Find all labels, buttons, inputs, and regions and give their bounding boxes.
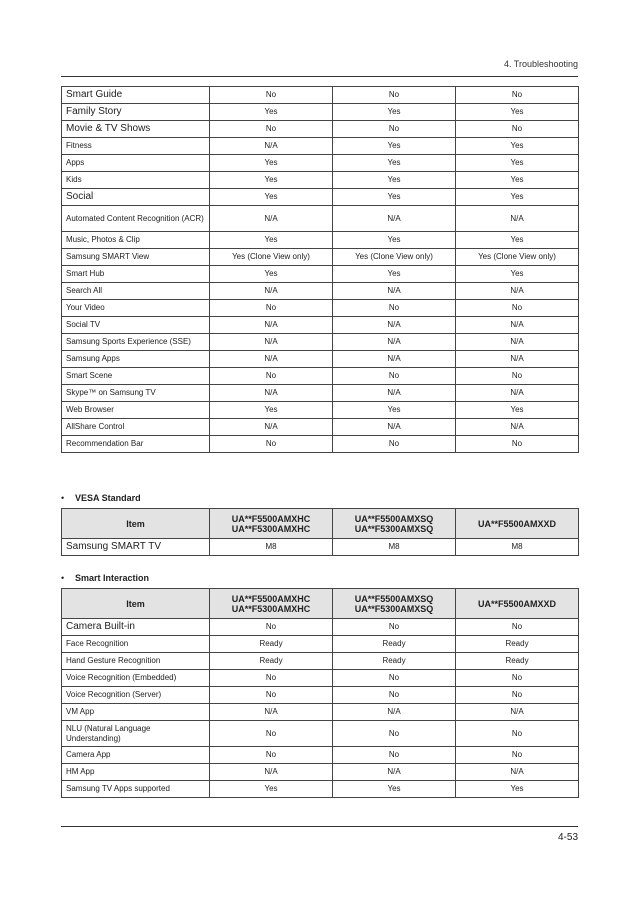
feature-value: N/A [333, 283, 456, 300]
feature-value: No [210, 670, 333, 687]
feature-value: N/A [210, 764, 333, 781]
feature-value: N/A [333, 764, 456, 781]
feature-value: N/A [456, 704, 579, 721]
feature-name: Camera App [62, 747, 210, 764]
feature-value: Ready [210, 636, 333, 653]
table-row [62, 402, 579, 419]
feature-value: N/A [333, 419, 456, 436]
table-row [62, 138, 579, 155]
feature-name: Smart Hub [62, 266, 210, 283]
feature-value: Yes [456, 172, 579, 189]
table-row [62, 687, 579, 704]
section-smart-title: Smart Interaction [75, 573, 150, 583]
table-row [62, 747, 579, 764]
header-model: UA**F5500AMXHC UA**F5300AMXHC [210, 589, 333, 619]
table-row [62, 249, 579, 266]
feature-value: No [456, 87, 579, 104]
feature-value: No [333, 619, 456, 636]
bullet-icon: • [61, 493, 65, 503]
feature-value: No [210, 747, 333, 764]
table-row [62, 764, 579, 781]
feature-value: No [333, 368, 456, 385]
header-rule [61, 76, 578, 77]
feature-value: Yes [333, 402, 456, 419]
feature-name: Kids [62, 172, 210, 189]
feature-value: Yes [456, 266, 579, 283]
feature-name: Smart Guide [62, 87, 210, 104]
feature-name: Your Video [62, 300, 210, 317]
feature-value: Ready [333, 653, 456, 670]
feature-name: Music, Photos & Clip [62, 232, 210, 249]
header-model: UA**F5500AMXSQ UA**F5300AMXSQ [333, 509, 456, 539]
feature-name: VM App [62, 704, 210, 721]
feature-value: N/A [210, 351, 333, 368]
feature-value: No [456, 300, 579, 317]
feature-value: No [333, 121, 456, 138]
feature-value: No [456, 721, 579, 747]
feature-value: Yes [333, 138, 456, 155]
feature-value: No [456, 436, 579, 453]
table-header-row [62, 589, 579, 619]
table-row [62, 232, 579, 249]
feature-value: Yes (Clone View only) [333, 249, 456, 266]
feature-value: N/A [210, 138, 333, 155]
feature-name: Samsung SMART TV [62, 539, 210, 556]
feature-value: N/A [333, 206, 456, 232]
feature-name: Hand Gesture Recognition [62, 653, 210, 670]
feature-name: Voice Recognition (Embedded) [62, 670, 210, 687]
feature-value: Ready [456, 653, 579, 670]
feature-value: Yes [333, 155, 456, 172]
table-row [62, 317, 579, 334]
feature-value: Yes [333, 172, 456, 189]
feature-value: Yes [210, 232, 333, 249]
header-model: UA**F5500AMXXD [456, 589, 579, 619]
feature-value: Yes [456, 104, 579, 121]
table-row [62, 266, 579, 283]
feature-value: N/A [210, 334, 333, 351]
feature-value: No [210, 300, 333, 317]
table-row [62, 619, 579, 636]
feature-value: N/A [456, 419, 579, 436]
feature-value: Yes [456, 232, 579, 249]
header-model: UA**F5500AMXXD [456, 509, 579, 539]
feature-value: Yes [456, 155, 579, 172]
feature-value: Yes [333, 104, 456, 121]
footer-rule [61, 826, 578, 827]
feature-value: N/A [210, 317, 333, 334]
table-row [62, 781, 579, 798]
feature-value: Yes [333, 781, 456, 798]
feature-name: Camera Built-in [62, 619, 210, 636]
header-item: Item [62, 509, 210, 539]
table-row [62, 300, 579, 317]
feature-value: No [210, 87, 333, 104]
feature-value: Yes (Clone View only) [210, 249, 333, 266]
feature-value: Yes [333, 232, 456, 249]
feature-value: N/A [333, 385, 456, 402]
section-smart-heading [61, 573, 149, 583]
feature-value: No [210, 436, 333, 453]
feature-value: No [333, 747, 456, 764]
feature-name: Movie & TV Shows [62, 121, 210, 138]
feature-value: Yes [456, 781, 579, 798]
section-vesa-heading [61, 493, 141, 503]
feature-value: N/A [210, 385, 333, 402]
table-row [62, 436, 579, 453]
section-vesa-title: VESA Standard [75, 493, 141, 503]
feature-value: N/A [333, 334, 456, 351]
feature-value: N/A [333, 351, 456, 368]
feature-value: Ready [333, 636, 456, 653]
feature-name: Automated Content Recognition (ACR) [62, 206, 210, 232]
table-header-row [62, 509, 579, 539]
feature-value: N/A [210, 283, 333, 300]
feature-name: Social TV [62, 317, 210, 334]
feature-value: No [333, 300, 456, 317]
table-row [62, 172, 579, 189]
header-model: UA**F5500AMXSQ UA**F5300AMXSQ [333, 589, 456, 619]
feature-value: Ready [210, 653, 333, 670]
feature-value: Yes [210, 781, 333, 798]
table-row [62, 155, 579, 172]
table-row [62, 539, 579, 556]
feature-value: N/A [456, 351, 579, 368]
table-row [62, 283, 579, 300]
feature-value: Yes [333, 266, 456, 283]
feature-value: N/A [333, 704, 456, 721]
table-row [62, 419, 579, 436]
table-row [62, 368, 579, 385]
feature-name: Samsung SMART View [62, 249, 210, 266]
feature-name: Samsung Apps [62, 351, 210, 368]
feature-value: Ready [456, 636, 579, 653]
feature-value: Yes [456, 138, 579, 155]
header-model: UA**F5500AMXHC UA**F5300AMXHC [210, 509, 333, 539]
feature-value: No [333, 687, 456, 704]
feature-value: Yes (Clone View only) [456, 249, 579, 266]
feature-value: No [456, 121, 579, 138]
feature-name: Samsung TV Apps supported [62, 781, 210, 798]
feature-value: No [456, 619, 579, 636]
feature-value: No [210, 121, 333, 138]
feature-value: N/A [210, 419, 333, 436]
table-row [62, 636, 579, 653]
table-row [62, 670, 579, 687]
feature-value: N/A [333, 317, 456, 334]
feature-value: M8 [456, 539, 579, 556]
header-item: Item [62, 589, 210, 619]
table-row [62, 189, 579, 206]
feature-name: Samsung Sports Experience (SSE) [62, 334, 210, 351]
feature-name: Skype™ on Samsung TV [62, 385, 210, 402]
page-header-title: 4. Troubleshooting [503, 59, 578, 69]
feature-value: No [333, 721, 456, 747]
feature-value: No [333, 87, 456, 104]
feature-value: No [210, 721, 333, 747]
table-row [62, 121, 579, 138]
feature-value: N/A [456, 317, 579, 334]
page-number: 4-53 [557, 832, 578, 843]
feature-value: N/A [456, 385, 579, 402]
feature-value: Yes [333, 189, 456, 206]
table-row [62, 206, 579, 232]
table-row [62, 385, 579, 402]
feature-value: Yes [210, 189, 333, 206]
feature-value: N/A [456, 764, 579, 781]
feature-value: M8 [333, 539, 456, 556]
feature-name: Smart Scene [62, 368, 210, 385]
smart-interaction-table [61, 588, 579, 798]
feature-value: Yes [210, 172, 333, 189]
feature-value: Yes [456, 189, 579, 206]
table-row [62, 653, 579, 670]
feature-name: Family Story [62, 104, 210, 121]
feature-value: Yes [456, 402, 579, 419]
table-row [62, 704, 579, 721]
feature-name: HM App [62, 764, 210, 781]
feature-value: No [210, 687, 333, 704]
feature-value: Yes [210, 266, 333, 283]
table-row [62, 351, 579, 368]
feature-value: No [210, 368, 333, 385]
feature-value: No [333, 670, 456, 687]
feature-name: Fitness [62, 138, 210, 155]
feature-name: Web Browser [62, 402, 210, 419]
feature-value: N/A [456, 206, 579, 232]
table-row [62, 104, 579, 121]
table-row [62, 87, 579, 104]
feature-value: No [456, 747, 579, 764]
feature-value: No [333, 436, 456, 453]
feature-value: No [456, 670, 579, 687]
feature-name: Recommendation Bar [62, 436, 210, 453]
feature-value: M8 [210, 539, 333, 556]
feature-name: Search All [62, 283, 210, 300]
feature-value: N/A [210, 704, 333, 721]
feature-name: Voice Recognition (Server) [62, 687, 210, 704]
feature-value: No [456, 687, 579, 704]
feature-value: No [456, 368, 579, 385]
feature-value: Yes [210, 155, 333, 172]
vesa-table [61, 508, 579, 556]
feature-value: N/A [456, 283, 579, 300]
feature-value: Yes [210, 402, 333, 419]
feature-name: Face Recognition [62, 636, 210, 653]
feature-value: N/A [456, 334, 579, 351]
feature-name: AllShare Control [62, 419, 210, 436]
table-row [62, 721, 579, 747]
table-row [62, 334, 579, 351]
feature-value: Yes [210, 104, 333, 121]
feature-name: NLU (Natural Language Understanding) [62, 721, 210, 747]
features-table [61, 86, 579, 453]
feature-name: Apps [62, 155, 210, 172]
feature-value: N/A [210, 206, 333, 232]
feature-name: Social [62, 189, 210, 206]
feature-value: No [210, 619, 333, 636]
bullet-icon: • [61, 573, 65, 583]
